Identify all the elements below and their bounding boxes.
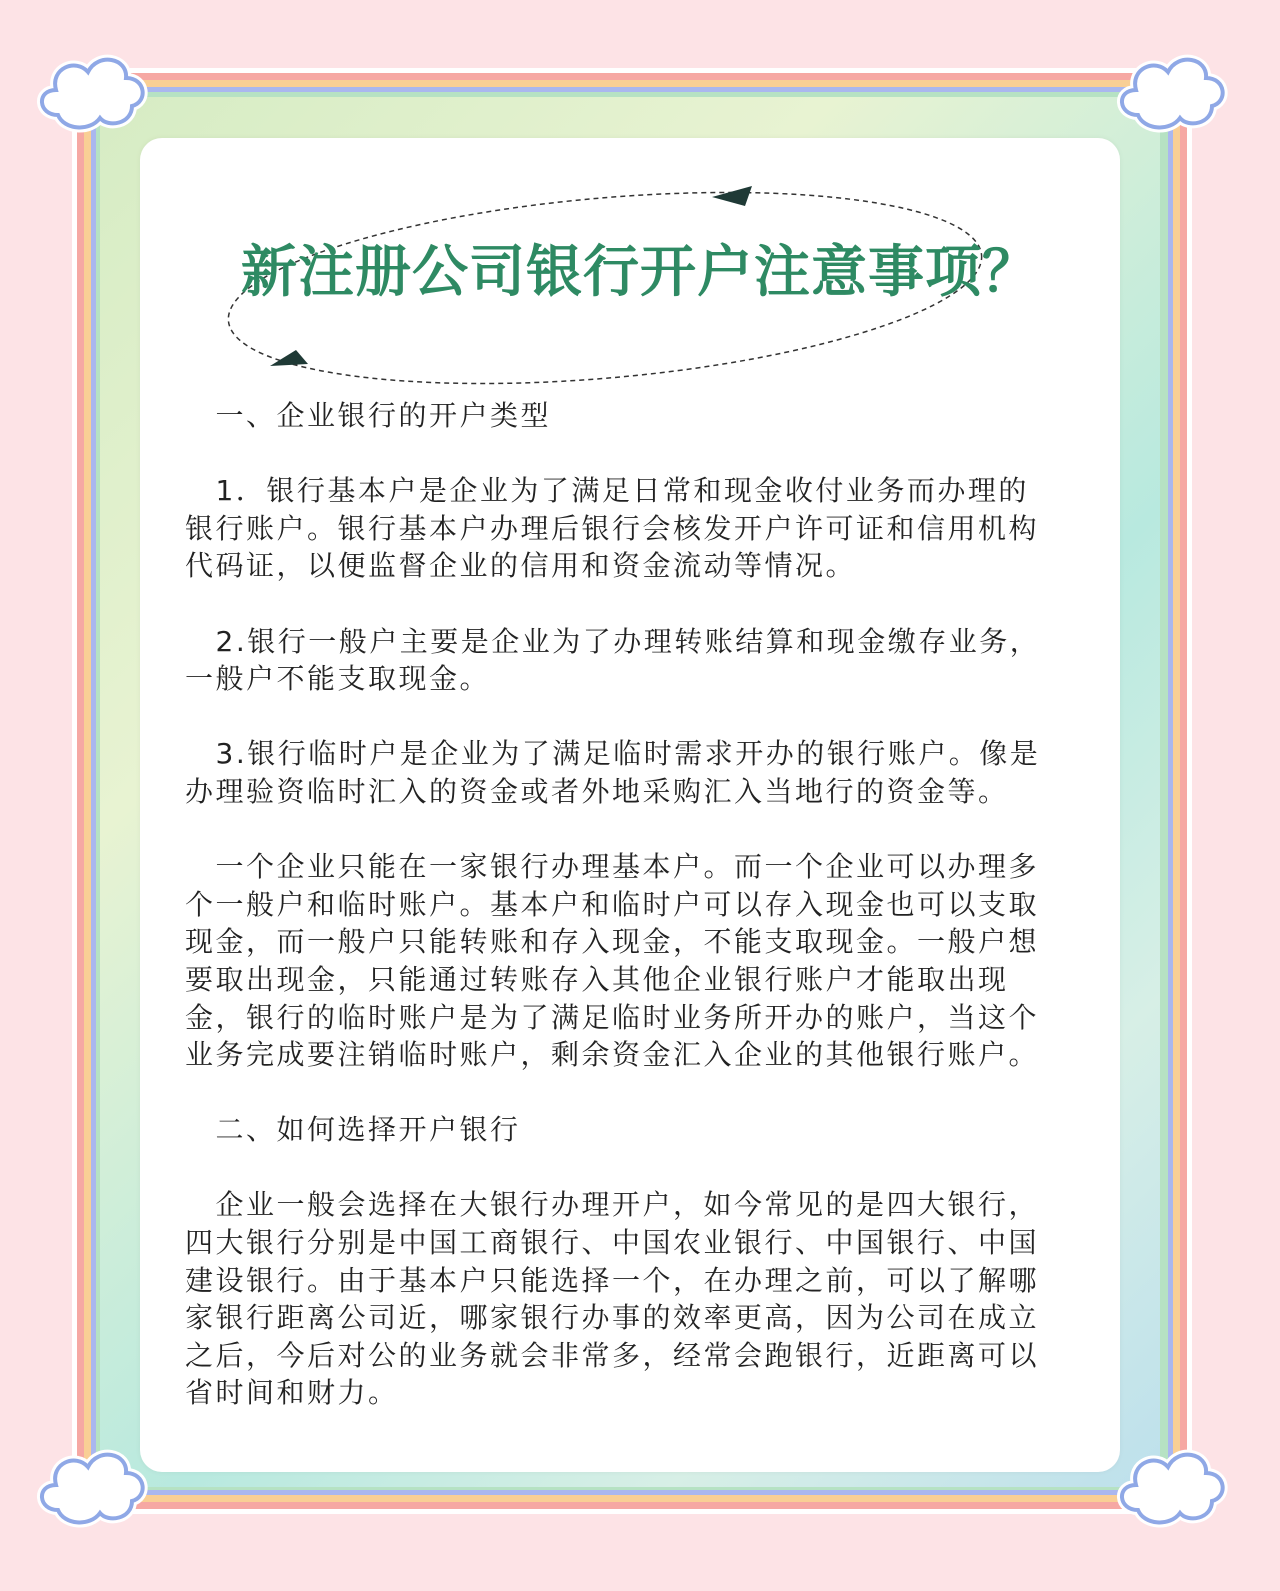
page-title: 新注册公司银行开户注意事项？ xyxy=(241,240,1039,305)
paragraph-line: 家银行距离公司近，哪家银行办事的效率更高，因为公司在成立 xyxy=(185,1301,1040,1335)
paragraph-line: 1．银行基本户是企业为了满足日常和现金收付业务而办理的 xyxy=(185,474,1029,508)
paragraph-spacer xyxy=(185,585,1085,623)
dashed-ellipse-arrows xyxy=(0,0,1280,420)
paragraph-line: 银行账户。银行基本户办理后银行会核发开户许可证和信用机构 xyxy=(185,511,1040,545)
paragraph-line: 现金，而一般户只能转账和存入现金，不能支取现金。一般户想 xyxy=(185,925,1040,959)
paragraph-line: 办理验资临时汇入的资金或者外地采购汇入当地行的资金等。 xyxy=(185,774,1009,808)
paragraph-spacer xyxy=(185,1074,1085,1112)
arrow-head-icon xyxy=(712,186,752,206)
paragraph-line: 四大银行分别是中国工商银行、中国农业银行、中国银行、中国 xyxy=(185,1226,1040,1260)
paragraph-line: 建设银行。由于基本户只能选择一个，在办理之前，可以了解哪 xyxy=(185,1263,1040,1297)
section-heading: 一、企业银行的开户类型 xyxy=(185,399,552,432)
paragraph-line: 一般户不能支取现金。 xyxy=(185,662,491,696)
paragraph-line: 一个企业只能在一家银行办理基本户。而一个企业可以办理多 xyxy=(185,850,1040,884)
paragraph-spacer xyxy=(185,435,1085,473)
arrow-head-icon xyxy=(270,350,308,366)
paragraph xyxy=(185,472,1085,585)
paragraph xyxy=(185,735,1085,810)
paragraph-line: 要取出现金，只能通过转账存入其他企业银行账户才能取出现 xyxy=(185,962,1009,996)
paragraph-line: 金，银行的临时账户是为了满足临时业务所开办的账户，当这个 xyxy=(185,1000,1040,1034)
cloud-icon xyxy=(1108,1435,1238,1535)
paragraph xyxy=(185,623,1085,698)
paragraph-line: 业务完成要注销临时账户，剩余资金汇入企业的其他银行账户。 xyxy=(185,1038,1040,1072)
cloud-icon xyxy=(28,1435,158,1535)
paragraph-line: 之后，今后对公的业务就会非常多，经常会跑银行，近距离可以 xyxy=(185,1338,1040,1372)
article-body xyxy=(185,397,1085,1412)
paragraph-line: 企业一般会选择在大银行办理开户，如今常见的是四大银行， xyxy=(185,1188,1040,1222)
paragraph xyxy=(185,1186,1085,1412)
paragraph xyxy=(185,848,1085,1074)
paragraph-spacer xyxy=(185,811,1085,849)
paragraph-line: 省时间和财力。 xyxy=(185,1376,399,1410)
paragraph-line: 3.银行临时户是企业为了满足临时需求开办的银行账户。像是 xyxy=(185,737,1041,771)
section-heading: 二、如何选择开户银行 xyxy=(185,1113,521,1147)
paragraph-line: 个一般户和临时账户。基本户和临时户可以存入现金也可以支取 xyxy=(185,887,1040,921)
paragraph-spacer xyxy=(185,1149,1085,1187)
paragraph-line: 代码证，以便监督企业的信用和资金流动等情况。 xyxy=(185,549,857,583)
paragraph-line: 2.银行一般户主要是企业为了办理转账结算和现金缴存业务， xyxy=(185,624,1041,658)
paragraph-spacer xyxy=(185,698,1085,736)
